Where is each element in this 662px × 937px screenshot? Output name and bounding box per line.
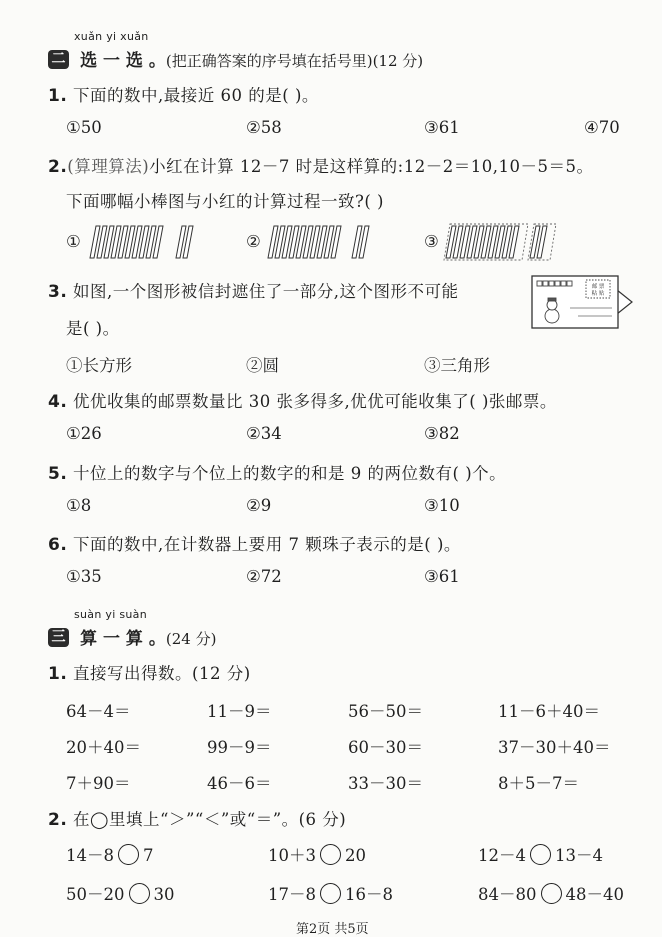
question-number: 1. — [48, 664, 68, 684]
option[interactable]: ①8 — [66, 496, 92, 515]
compare-right: 30 — [153, 885, 175, 904]
section3-pinyin: suàn yi suàn — [74, 608, 147, 621]
question-4 — [48, 388, 557, 412]
question-text: 直接写出得数。(12 分) — [73, 664, 251, 683]
option[interactable]: ②58 — [246, 118, 282, 137]
option[interactable]: ③82 — [424, 424, 460, 443]
question-text: 如图,一个图形被信封遮住了一部分,这个图形不可能 — [73, 282, 459, 301]
question-number: 4. — [48, 392, 68, 412]
compare-item — [66, 881, 175, 906]
calc-item: 37－30＋40＝ — [498, 738, 611, 757]
compare-item — [478, 881, 624, 906]
envelope-image — [528, 272, 636, 332]
question-number: 6. — [48, 535, 68, 555]
calc-item: 7＋90＝ — [66, 774, 131, 793]
section2-note: (把正确答案的序号填在括号里)(12 分) — [165, 52, 424, 70]
envelope-icon — [532, 276, 618, 328]
answer-circle-blank[interactable] — [541, 883, 562, 904]
answer-circle-blank[interactable] — [320, 883, 341, 904]
compare-left: 50－20 — [66, 885, 125, 904]
question-3 — [48, 278, 459, 302]
option[interactable]: ①长方形 — [66, 356, 132, 375]
answer-circle-blank[interactable] — [320, 844, 341, 865]
compare-item — [66, 842, 154, 867]
option[interactable]: ③10 — [424, 496, 460, 515]
question-number: 2. — [48, 810, 68, 830]
compare-left: 12－4 — [478, 846, 526, 865]
compare-right: 48－40 — [565, 885, 624, 904]
question-number: 5. — [48, 464, 68, 484]
option[interactable]: ①26 — [66, 424, 102, 443]
option[interactable]: ①50 — [66, 118, 102, 137]
compare-right: 7 — [143, 846, 154, 865]
option[interactable]: ③61 — [424, 567, 460, 586]
option[interactable]: ②9 — [246, 496, 272, 515]
option[interactable]: ① — [66, 232, 81, 251]
compare-left: 17－8 — [268, 885, 316, 904]
option[interactable]: ②34 — [246, 424, 282, 443]
section2-badge: 二 — [48, 50, 69, 69]
compare-left: 14－8 — [66, 846, 114, 865]
section2-heading — [48, 46, 423, 71]
compare-item — [268, 842, 366, 867]
question-5 — [48, 460, 506, 484]
question-number: 3. — [48, 282, 68, 302]
question-text: 小红在计算 12－7 时是这样算的:12－2＝10,10－5＝5。 — [149, 157, 594, 176]
compare-right: 13－4 — [555, 846, 603, 865]
question-2 — [48, 153, 593, 177]
question-text: 十位上的数字与个位上的数字的和是 9 的两位数有( )个。 — [73, 464, 507, 483]
section3-heading — [48, 624, 216, 649]
question-tag: (算理算法) — [67, 157, 150, 176]
compare-right: 20 — [345, 846, 366, 865]
calc-item: 60－30＝ — [348, 738, 423, 757]
compare-item — [268, 881, 393, 906]
option[interactable]: ③ — [424, 232, 439, 251]
question-number: 2. — [48, 157, 68, 177]
question-text: 优优收集的邮票数量比 30 张多得多,优优可能收集了( )张邮票。 — [73, 392, 557, 411]
stamp-text-2: 粘 贴 — [591, 291, 605, 297]
option[interactable]: ③61 — [424, 118, 460, 137]
section3-title: 算 一 算 。 — [80, 629, 166, 649]
answer-circle-blank[interactable] — [129, 883, 150, 904]
stick-figure-option-1 — [86, 222, 232, 262]
section3-badge: 三 — [48, 628, 69, 647]
question-6 — [48, 531, 461, 555]
option[interactable]: ④70 — [584, 118, 620, 137]
question-3-line2: 是( )。 — [66, 319, 120, 338]
question-2-line2: 下面哪幅小棒图与小红的计算过程一致?( ) — [66, 192, 384, 211]
question-1 — [48, 82, 319, 106]
compare-question-2 — [48, 806, 346, 830]
calc-item: 99－9＝ — [207, 738, 272, 757]
stick-figure-option-3 — [442, 222, 588, 262]
calc-item: 11－6＋40＝ — [498, 702, 600, 721]
calc-item: 46－6＝ — [207, 774, 272, 793]
option[interactable]: ③三角形 — [424, 356, 490, 375]
option[interactable]: ①35 — [66, 567, 102, 586]
section3-note: (24 分) — [165, 630, 217, 648]
option[interactable]: ②圆 — [246, 356, 279, 375]
calc-item: 20＋40＝ — [66, 738, 141, 757]
option[interactable]: ② — [246, 232, 261, 251]
calc-item: 8＋5－7＝ — [498, 774, 579, 793]
page-footer: 第2页 共5页 — [296, 922, 369, 937]
question-text: 下面的数中,最接近 60 的是( )。 — [73, 86, 319, 105]
compare-left: 84－80 — [478, 885, 537, 904]
stamp-text-1: 邮 票 — [591, 284, 605, 290]
question-text: 下面的数中,在计数器上要用 7 颗珠子表示的是( )。 — [73, 535, 461, 554]
calc-item: 11－9＝ — [207, 702, 272, 721]
section2-title: 选 一 选 。 — [80, 51, 166, 71]
question-text: 在◯里填上“＞”“＜”或“＝”。(6 分) — [73, 810, 347, 829]
compare-right: 16－8 — [345, 885, 393, 904]
calc-item: 56－50＝ — [348, 702, 423, 721]
answer-circle-blank[interactable] — [530, 844, 551, 865]
calc-item: 33－30＝ — [348, 774, 423, 793]
question-number: 1. — [48, 86, 68, 106]
calc-question-1 — [48, 660, 251, 684]
compare-left: 10＋3 — [268, 846, 316, 865]
option[interactable]: ②72 — [246, 567, 282, 586]
calc-item: 64－4＝ — [66, 702, 131, 721]
answer-circle-blank[interactable] — [118, 844, 139, 865]
stick-figure-option-2 — [264, 222, 410, 262]
compare-item — [478, 842, 603, 867]
section2-pinyin: xuǎn yi xuǎn — [74, 30, 149, 43]
